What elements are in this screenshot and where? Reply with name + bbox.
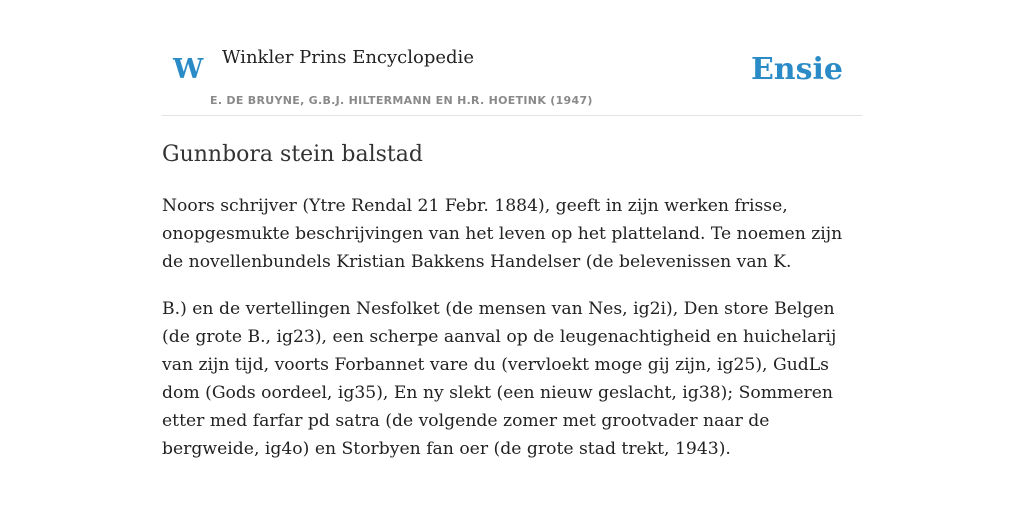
entry-title: Gunnbora stein balstad [162, 142, 423, 167]
entry-body [162, 192, 862, 482]
entry-paragraph: Noors schrijver (Ytre Rendal 21 Febr. 1884), geeft in zijn werken frisse, onopgesmukte beschrijvingen van het leven op het platteland. Te noemen zijn de novellenbundels Kristian Bakkens Handelser (de belevenissen van K. [162, 196, 843, 272]
brand-logo[interactable]: Ensie [750, 52, 843, 87]
source-header [162, 0, 862, 116]
source-title[interactable]: Winkler Prins Encyclopedie [222, 47, 474, 68]
source-logo[interactable]: W [173, 54, 204, 85]
source-authors: E. DE BRUYNE, G.B.J. HILTERMANN EN H.R. HOETINK (1947) [210, 94, 593, 107]
entry-card [162, 0, 862, 459]
entry-paragraph: B.) en de vertellingen Nesfolket (de mensen van Nes, ig2i), Den store Belgen (de grote B., ig23), een scherpe aanval op de leugenachtigheid en huichelarij van zijn tijd, voorts Forbannet vare du (vervloekt moge gij zijn, ig25), GudLs dom (Gods oordeel, ig35), En ny slekt (een nieuw geslacht, ig38); Sommeren etter med farfar pd satra (de volgende zomer met grootvader naar de bergweide, ig4o) en Storbyen fan oer (de grote stad trekt, 1943). [162, 299, 837, 459]
